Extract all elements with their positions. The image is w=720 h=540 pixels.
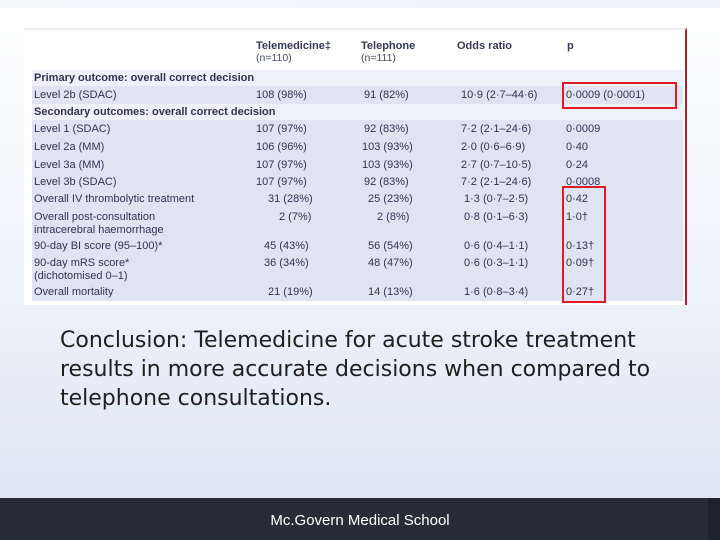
row-label: Level 2b (SDAC): [34, 89, 117, 101]
row-label: Level 3b (SDAC): [34, 176, 117, 188]
header-telephone: [361, 40, 415, 64]
row-label-continued: intracerebral haemorrhage: [34, 224, 164, 236]
row-odds-ratio: 1·6 (0·8–3·4): [464, 286, 529, 298]
row-telemedicine: 107 (97%): [256, 123, 307, 135]
row-odds-ratio: 0·6 (0·4–1·1): [464, 240, 529, 252]
row-telemedicine: 108 (98%): [256, 89, 307, 101]
row-telephone: 25 (23%): [368, 193, 413, 205]
header-telemedicine-label: Telemedicine‡: [256, 40, 331, 52]
row-p: 0·09†: [566, 257, 595, 269]
header-telephone-label: Telephone: [361, 40, 416, 52]
row-label: Overall IV thrombolytic treatment: [34, 193, 195, 205]
footer-corner-mark: [708, 498, 720, 540]
primary-p-highlight-box: [562, 82, 677, 109]
row-label: Level 1 (SDAC): [34, 123, 111, 135]
results-table-image: [24, 28, 687, 305]
header-telemedicine-n: (n=110): [256, 52, 292, 64]
secondary-section-text: Secondary outcomes: overall correct decision: [34, 106, 276, 118]
row-label: Overall post-consultation: [34, 211, 156, 223]
row-odds-ratio: 0·8 (0·1–6·3): [464, 211, 529, 223]
footer-school-name: Mc.Govern Medical School: [270, 512, 450, 529]
row-p: 0·0009: [566, 123, 601, 135]
row-p: 0·42: [566, 193, 589, 205]
row-telemedicine: 107 (97%): [256, 176, 307, 188]
row-telemedicine: 21 (19%): [268, 286, 313, 298]
row-odds-ratio: 7·2 (2·1–24·6): [461, 176, 532, 188]
row-odds-ratio: 7·2 (2·1–24·6): [461, 123, 532, 135]
row-odds-ratio: 2·7 (0·7–10·5): [461, 159, 532, 171]
header-odds-ratio: Odds ratio: [457, 40, 513, 52]
row-telemedicine: 31 (28%): [268, 193, 313, 205]
row-telemedicine: 106 (96%): [256, 141, 307, 153]
row-odds-ratio: 10·9 (2·7–44·6): [461, 89, 538, 101]
row-label-continued: (dichotomised 0–1): [34, 270, 128, 282]
row-telemedicine: 45 (43%): [264, 240, 309, 252]
conclusion-text: Conclusion: Telemedicine for acute stroke treatment results in more accurate decisions when compared to telephone consultations.: [60, 328, 651, 411]
header-telemedicine: [256, 40, 331, 64]
row-telemedicine: 36 (34%): [264, 257, 309, 269]
row-p: 0·24: [566, 159, 589, 171]
row-telephone: 14 (13%): [368, 286, 413, 298]
row-telephone: 91 (82%): [364, 89, 409, 101]
row-p: 0·0008: [566, 176, 601, 188]
row-telephone: 92 (83%): [364, 176, 409, 188]
row-telephone: 92 (83%): [364, 123, 409, 135]
row-p: 0·0009 (0·0001): [566, 89, 645, 101]
row-telephone: 103 (93%): [362, 141, 413, 153]
row-odds-ratio: 1·3 (0·7–2·5): [464, 193, 529, 205]
row-label: Level 2a (MM): [34, 141, 105, 153]
row-odds-ratio: 2·0 (0·6–6·9): [461, 141, 526, 153]
row-p: 0·13†: [566, 240, 595, 252]
row-telephone: 2 (8%): [377, 211, 410, 223]
secondary-p-highlight-box: [562, 186, 606, 303]
slide-top-strip: [0, 0, 720, 8]
row-p: 0·40: [566, 141, 589, 153]
footer-bar: [0, 498, 720, 540]
row-telephone: 56 (54%): [368, 240, 413, 252]
row-telemedicine: 2 (7%): [279, 211, 312, 223]
primary-section-text: Primary outcome: overall correct decision: [34, 72, 255, 84]
row-p: 0·27†: [566, 286, 595, 298]
row-label: Level 3a (MM): [34, 159, 105, 171]
table-header: [32, 30, 683, 70]
row-p: 1·0†: [566, 211, 589, 223]
row-telephone: 103 (93%): [362, 159, 413, 171]
row-telephone: 48 (47%): [368, 257, 413, 269]
row-label: 90-day BI score (95–100)*: [34, 240, 163, 252]
header-telephone-n: (n=111): [361, 52, 396, 64]
row-telemedicine: 107 (97%): [256, 159, 307, 171]
row-label: Overall mortality: [34, 286, 114, 298]
row-odds-ratio: 0·6 (0·3–1·1): [464, 257, 529, 269]
row-label: 90-day mRS score*: [34, 257, 130, 269]
header-p: p: [567, 40, 574, 52]
